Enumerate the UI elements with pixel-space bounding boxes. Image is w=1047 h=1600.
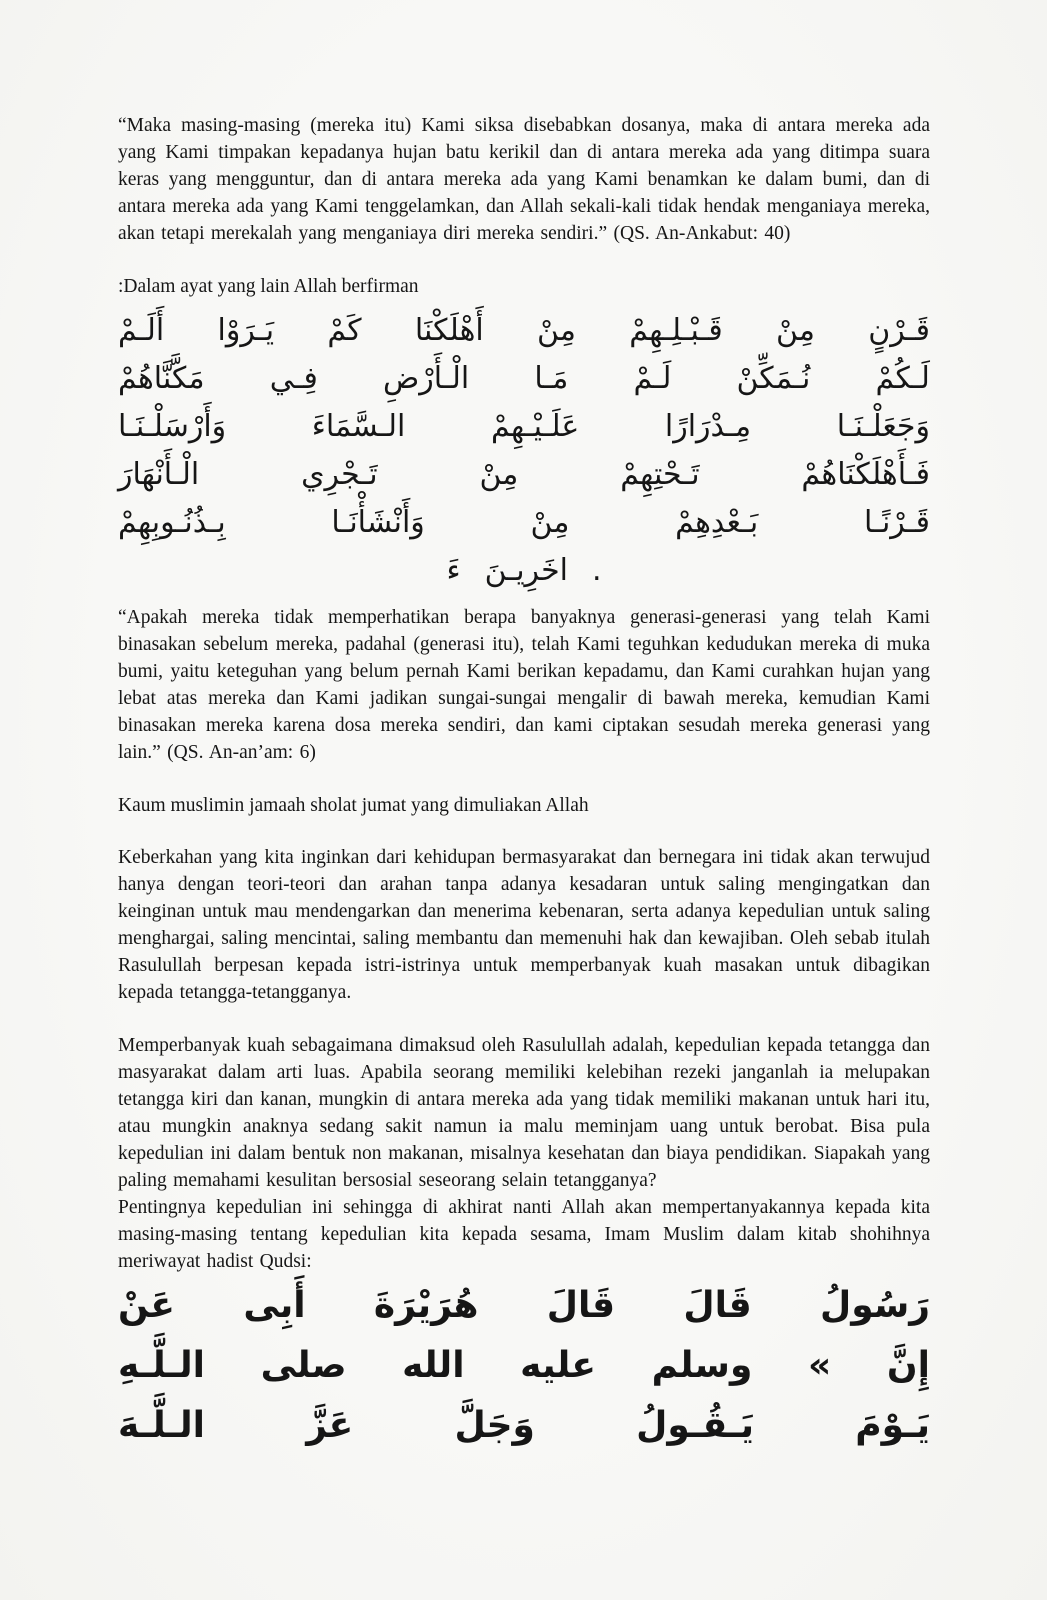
arabic-word: اخَرِيـنَ bbox=[484, 552, 568, 588]
quran-line-3 bbox=[118, 402, 930, 450]
arabic-word: وسلم bbox=[651, 1344, 753, 1386]
arabic-word: نُـمَكِّنْ bbox=[736, 360, 811, 396]
arabic-word: هُرَيْرَةَ bbox=[373, 1284, 479, 1326]
quran-line-2 bbox=[118, 354, 930, 402]
arabic-word: الـلَّـهِ bbox=[118, 1344, 205, 1386]
arabic-word: بَـعْدِهِمْ bbox=[675, 504, 759, 540]
hadith-line-1 bbox=[118, 1275, 930, 1335]
arabic-word: مَـا bbox=[534, 360, 569, 396]
arabic-word: تَـجْرِي bbox=[301, 456, 378, 492]
hadith-arabic-block bbox=[118, 1275, 930, 1455]
paragraph-pentingnya: Pentingnya kepedulian ini sehingga di akhirat nanti Allah akan mempertanyakannya kepada kita masing-masing tentang kepedulian kita kepada sesama, Imam Muslim dalam kitab shohihnya meriwayat hadist Qudsi: bbox=[118, 1197, 930, 1272]
intro-line: :Dalam ayat yang lain Allah berfirman bbox=[118, 276, 419, 297]
paragraph-anam-translation: “Apakah mereka tidak memperhatikan berapa banyaknya generasi-generasi yang telah Kami binasakan sebelum mereka, padahal (generasi itu), telah Kami teguhkan kedudukan mereka di muka bumi, yaitu keteguhan yang belum pernah Kami berikan kepadamu, dan Kami curahkan hujan yang lebat atas mereka dan Kami jadikan sungai-sungai mengalir di bawah mereka, kemudian Kami binasakan mereka karena dosa mereka sendiri, dan kami ciptakan sesudah mereka generasi yang lain.” (QS. An-an’am: 6) bbox=[118, 607, 930, 763]
arabic-word: الْـأَرْضِ bbox=[383, 360, 470, 396]
paragraph-ankabut-translation: “Maka masing-masing (mereka itu) Kami siksa disebabkan dosanya, maka di antara mereka ada yang Kami timpakan kepadanya hujan batu kerikil dan di antara mereka ada yang ditimpa suara keras yang mengguntur, dan di antara mereka ada yang Kami benamkan ke dalam bumi, dan di antara mereka ada yang Kami tenggelamkan, dan Allah sekali-kali tidak hendak menganiaya mereka, akan tetapi merekalah yang menganiaya diri mereka sendiri.” (QS. An-Ankabut: 40) bbox=[118, 115, 930, 244]
arabic-word: صلى bbox=[260, 1344, 347, 1386]
arabic-word: عَلَـيْـهِمْ bbox=[491, 408, 580, 444]
address-line: Kaum muslimin jamaah sholat jumat yang dimuliakan Allah bbox=[118, 795, 589, 816]
quran-line-1 bbox=[118, 306, 930, 354]
arabic-word: فَـأَهْلَكْنَاهُمْ bbox=[801, 456, 930, 492]
arabic-word: ءَ bbox=[446, 552, 461, 588]
arabic-word: كَمْ bbox=[327, 312, 362, 348]
arabic-word: وَجَلَّ bbox=[454, 1404, 535, 1446]
paragraph-memperbanyak: Memperbanyak kuah sebagaimana dimaksud oleh Rasulullah adalah, kepedulian kepada tetangga dan masyarakat dalam arti luas. Apabila seorang memiliki kelebihan rezeki janganlah ia melupakan tetangga kiri dan kanan, mungkin di antara mereka ada yang tidak memiliki makanan untuk hari itu, atau mungkin anaknya sedang sakit namun ia malu meminjam uang untuk berobat. Bisa pula kepedulian ini dalam bentuk non makanan, misalnya kesehatan dan biaya pendidikan. Siapakah yang paling memahami kesulitan bersosial seseorang selain tetangganya? bbox=[118, 1035, 930, 1191]
arabic-word: الـسَّمَاءَ bbox=[311, 408, 406, 444]
arabic-word: قَـرْنًـا bbox=[864, 504, 930, 540]
arabic-word: « bbox=[807, 1344, 832, 1386]
quran-line-5 bbox=[118, 498, 930, 546]
arabic-word: عَزَّ bbox=[306, 1404, 354, 1446]
arabic-word: عليه bbox=[520, 1344, 596, 1386]
arabic-word: الْـأَنْهَارَ bbox=[118, 456, 200, 492]
arabic-word: يَـوْمَ bbox=[855, 1404, 930, 1446]
arabic-word: أَلَـمْ bbox=[118, 312, 165, 348]
arabic-word: تَـحْتِهِمْ bbox=[620, 456, 700, 492]
hadith-line-3 bbox=[118, 1395, 930, 1455]
arabic-word: إِنَّ bbox=[886, 1344, 930, 1386]
arabic-word: قَـبْـلِـهِمْ bbox=[629, 312, 723, 348]
arabic-word: بِـذُنُـوبِهِمْ bbox=[118, 504, 226, 540]
arabic-word: يَـقُـولُ bbox=[636, 1404, 754, 1446]
arabic-word: مِنْ bbox=[537, 312, 576, 348]
arabic-word: وَجَعَلْـنَـا bbox=[836, 408, 930, 444]
arabic-word: الله bbox=[402, 1344, 465, 1386]
arabic-word: لَـكُمْ bbox=[875, 360, 930, 396]
arabic-word: مِنْ bbox=[530, 504, 570, 540]
arabic-word: عَنْ bbox=[118, 1284, 175, 1326]
arabic-word: يَـرَوْا bbox=[217, 312, 275, 348]
arabic-word: مِنْ bbox=[776, 312, 815, 348]
quran-line-4 bbox=[118, 450, 930, 498]
arabic-word: أَهْلَكْنَا bbox=[414, 312, 484, 348]
arabic-word: فِـي bbox=[269, 360, 318, 396]
arabic-word: لَـمْ bbox=[633, 360, 672, 396]
quran-line-6 bbox=[118, 546, 930, 594]
arabic-word: مَكَّنَّاهُمْ bbox=[118, 360, 205, 396]
paragraph-keberkahan: Keberkahan yang kita inginkan dari kehidupan bermasyarakat dan bernegara ini tidak akan terwujud hanya dengan teori-teori dan arahan tanpa adanya kesadaran untuk saling mengingatkan dan keinginan untuk mau mendengarkan dan menerima kebenaran, serta adanya kepedulian untuk saling menghargai, saling mencintai, saling membantu dan memenuhi hak dan kewajiban. Oleh sebab itulah Rasulullah berpesan kepada istri-istrinya untuk memperbanyak kuah masakan untuk dibagikan kepada tetangga-tetangganya. bbox=[118, 847, 930, 1003]
arabic-word: قَالَ bbox=[546, 1284, 616, 1326]
arabic-word: . bbox=[591, 552, 602, 588]
arabic-word: رَسُولُ bbox=[820, 1284, 930, 1326]
arabic-word: وَأَرْسَلْـنَـا bbox=[118, 408, 227, 444]
arabic-word: قَـرْنٍ bbox=[868, 312, 930, 348]
arabic-word: أَبِى bbox=[243, 1284, 306, 1326]
arabic-word: وَأَنْشَأْنَـا bbox=[331, 504, 425, 540]
arabic-word: مِـدْرَارًا bbox=[664, 408, 752, 444]
arabic-word: مِنْ bbox=[479, 456, 519, 492]
hadith-line-2 bbox=[118, 1335, 930, 1395]
arabic-word: الـلَّـهَ bbox=[118, 1404, 205, 1446]
quran-verse-arabic-block bbox=[118, 306, 930, 594]
arabic-word: قَالَ bbox=[683, 1284, 752, 1326]
